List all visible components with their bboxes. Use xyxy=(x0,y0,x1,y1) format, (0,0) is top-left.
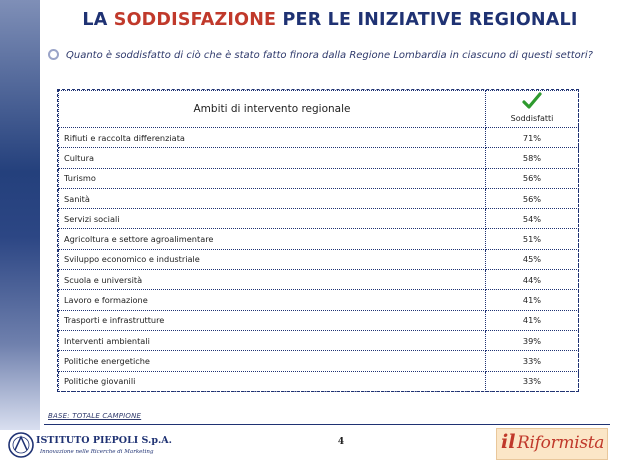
satisfaction-table-grid xyxy=(58,90,579,392)
header-satisfied xyxy=(486,91,579,128)
table-row xyxy=(59,290,579,310)
side-gradient-band xyxy=(0,0,40,430)
row-label: Interventi ambientali xyxy=(59,330,486,350)
page-title xyxy=(60,10,600,30)
riformista-logo xyxy=(496,428,608,460)
header-satisfied-label: Soddisfatti xyxy=(510,114,554,123)
row-label: Politiche energetiche xyxy=(59,351,486,371)
table-row xyxy=(59,168,579,188)
row-label: Servizi sociali xyxy=(59,209,486,229)
bullet-icon xyxy=(48,49,59,60)
row-value: 41% xyxy=(486,290,579,310)
row-value: 39% xyxy=(486,330,579,350)
row-label: Rifiuti e raccolta differenziata xyxy=(59,128,486,148)
row-value: 58% xyxy=(486,148,579,168)
row-label: Lavoro e formazione xyxy=(59,290,486,310)
piepoli-logo-icon xyxy=(6,430,36,460)
row-value: 44% xyxy=(486,270,579,290)
table-row xyxy=(59,188,579,208)
question-text: Quanto è soddisfatto di ciò che è stato fatto finora dalla Regione Lombardia in ciascuno di questi settori? xyxy=(66,50,593,61)
row-label: Sanità xyxy=(59,188,486,208)
table-row xyxy=(59,371,579,391)
title-accent-word: SODDISFAZIONE xyxy=(113,10,277,30)
table-row xyxy=(59,229,579,249)
istituto-piepoli-logo xyxy=(4,430,172,466)
row-value: 41% xyxy=(486,310,579,330)
row-label: Politiche giovanili xyxy=(59,371,486,391)
table-row xyxy=(59,310,579,330)
table-row xyxy=(59,330,579,350)
piepoli-name: ISTITUTO PIEPOLI S.p.A. xyxy=(36,435,172,446)
row-value: 51% xyxy=(486,229,579,249)
footer-divider xyxy=(44,424,610,425)
row-value: 33% xyxy=(486,351,579,371)
table-row xyxy=(59,351,579,371)
row-label: Trasporti e infrastrutture xyxy=(59,310,486,330)
row-label: Agricoltura e settore agroalimentare xyxy=(59,229,486,249)
row-value: 56% xyxy=(486,188,579,208)
table-row xyxy=(59,148,579,168)
table-row xyxy=(59,249,579,269)
base-note: BASE: TOTALE CAMPIONE xyxy=(48,412,142,420)
table-header-row xyxy=(59,91,579,128)
table-row xyxy=(59,128,579,148)
row-label: Sviluppo economico e industriale xyxy=(59,249,486,269)
header-areas: Ambiti di intervento regionale xyxy=(59,91,486,128)
table-row xyxy=(59,270,579,290)
riformista-prefix: il xyxy=(501,431,516,453)
title-part-3: PER LE INIZIATIVE REGIONALI xyxy=(276,10,578,30)
satisfaction-table xyxy=(57,89,579,392)
row-value: 54% xyxy=(486,209,579,229)
row-value: 56% xyxy=(486,168,579,188)
row-value: 45% xyxy=(486,249,579,269)
title-part-1: LA xyxy=(82,10,114,30)
row-label: Scuola e università xyxy=(59,270,486,290)
piepoli-tagline: Innovazione nelle Ricerche di Marketing xyxy=(40,449,154,455)
check-icon xyxy=(522,92,542,110)
riformista-name: Riformista xyxy=(517,433,605,453)
table-row xyxy=(59,209,579,229)
page-number: 4 xyxy=(337,437,345,447)
row-value: 33% xyxy=(486,371,579,391)
row-label: Turismo xyxy=(59,168,486,188)
row-value: 71% xyxy=(486,128,579,148)
row-label: Cultura xyxy=(59,148,486,168)
table-body xyxy=(59,128,579,392)
